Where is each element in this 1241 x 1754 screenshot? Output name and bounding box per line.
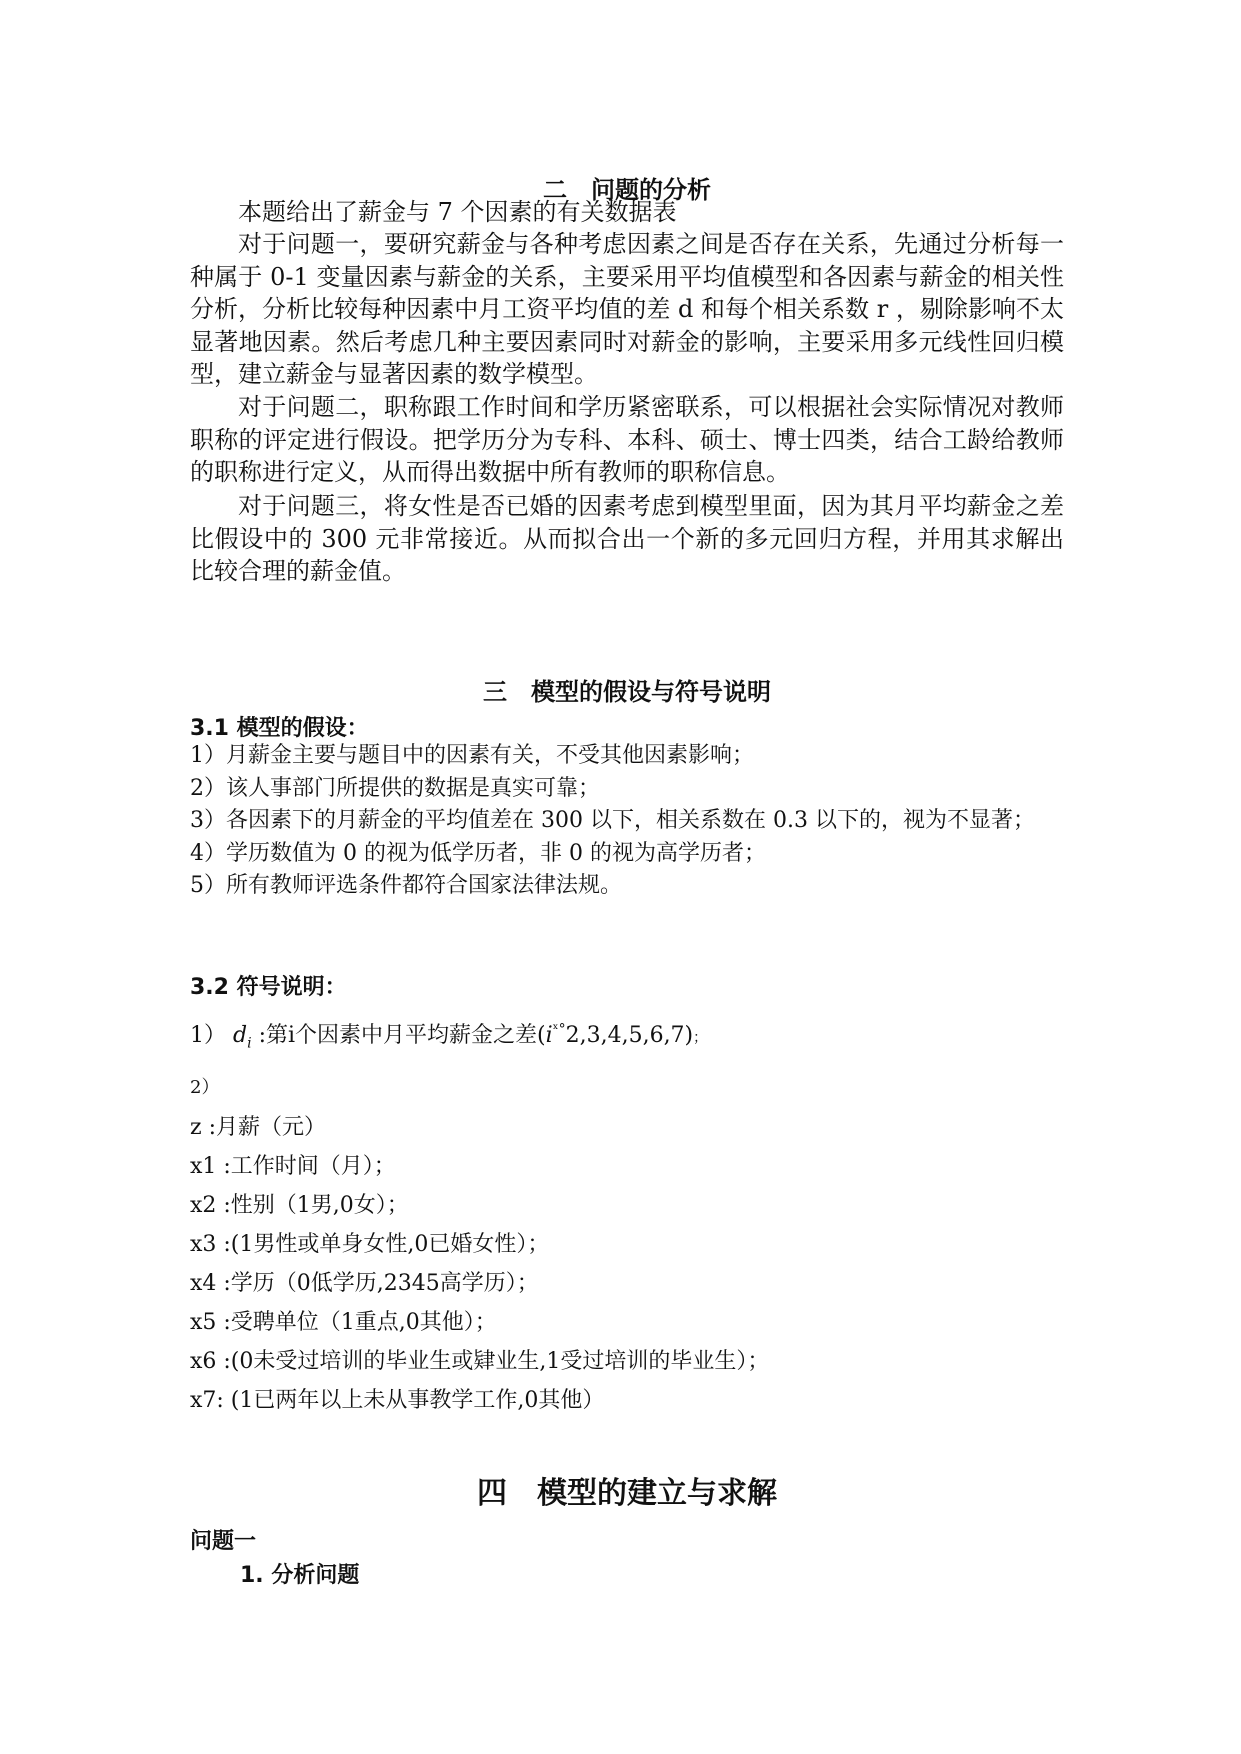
symbol-2-number: 2） [190,1077,220,1098]
problem-1-heading: 问题一 [190,1529,257,1554]
assumptions-heading: 3.1 模型的假设： [190,716,369,741]
symbol-d-line [190,1018,707,1051]
symbol-d-description: :第i个因素中月平均薪金之差( [258,1023,546,1048]
symbol-d-var: d [233,1023,248,1048]
symbol-item: x3 :(1男性或单身女性,0已婚女性）； [190,1232,550,1257]
section-2-paragraph-2: 对于问题一，要研究薪金与各种考虑因素之间是否存在关系，先通过分析每一种属于 0-1 变量因素与薪金的关系，主要采用平均值模型和各因素与薪金的相关性分析，分析比较每种因素中月工资平均值的差 d 和每个相关系数 r ，剔除影响不太显著地因素。然后考虑几种主要因素同时对薪金的影响，主要采用多元线性回归模型，建立薪金与显著因素的数学模型。 [190,230,1064,388]
symbol-item: x4 :学历（0低学历,2345高学历）； [190,1271,539,1296]
symbol-item: x5 :受聘单位（1重点,0其他）； [190,1310,497,1335]
symbol-d-subscript: i [247,1035,252,1052]
symbols-heading: 3.2 符号说明： [190,975,347,1000]
assumption-item: 4）学历数值为 0 的视为低学历者，非 0 的视为高学历者； [190,840,766,866]
section-2-paragraph-3: 对于问题二，职称跟工作时间和学历紧密联系，可以根据社会实际情况对教师职称的评定进行假设。把学历分为专科、本科、硕士、博士四类，结合工龄给教师的职称进行定义，从而得出数据中所有教师的职称信息。 [190,393,1064,486]
symbol-range: 2,3,4,5,6,7) [565,1023,694,1048]
symbol-item: x6 :(0未受过培训的毕业生或肄业生,1受过培训的毕业生）； [190,1349,770,1374]
section-4-heading: 四 模型的建立与求解 [477,1476,777,1511]
symbol-item: x1 :工作时间（月）； [190,1154,396,1179]
assumptions-list [190,740,1064,903]
symbol-i-var: i [545,1023,553,1048]
section-2-paragraph-1: 本题给出了薪金与 7 个因素的有关数据表 [238,198,677,226]
symbol-item: x7: (1已两年以上未从事教学工作,0其他） [190,1388,605,1413]
symbol-end: ； [693,1030,708,1046]
symbol-item: z :月薪（元） [190,1115,326,1140]
symbol-mark: ˣ° [552,1021,566,1038]
analysis-subheading: 1. 分析问题 [240,1563,360,1588]
symbol-number: 1） [190,1023,226,1048]
section-2-paragraph-4: 对于问题三，将女性是否已婚的因素考虑到模型里面，因为其月平均薪金之差比假设中的 300 元非常接近。从而拟合出一个新的多元回归方程，并用其求解出比较合理的薪金值。 [190,492,1064,585]
section-2-heading: 二 问题的分析 [543,176,711,204]
assumption-item: 2）该人事部门所提供的数据是真实可靠； [190,775,600,801]
assumption-item: 1）月薪金主要与题目中的因素有关，不受其他因素影响； [190,743,754,768]
symbol-item: x2 :性别（1男,0女）； [190,1193,409,1218]
section-3-heading: 三 模型的假设与符号说明 [483,678,771,706]
assumption-item: 5）所有教师评选条件都符合国家法律法规。 [190,873,622,898]
assumption-item: 3）各因素下的月薪金的平均值差在 300 以下，相关系数在 0.3 以下的，视为不显著； [190,808,1035,833]
symbols-list [190,1108,1064,1420]
